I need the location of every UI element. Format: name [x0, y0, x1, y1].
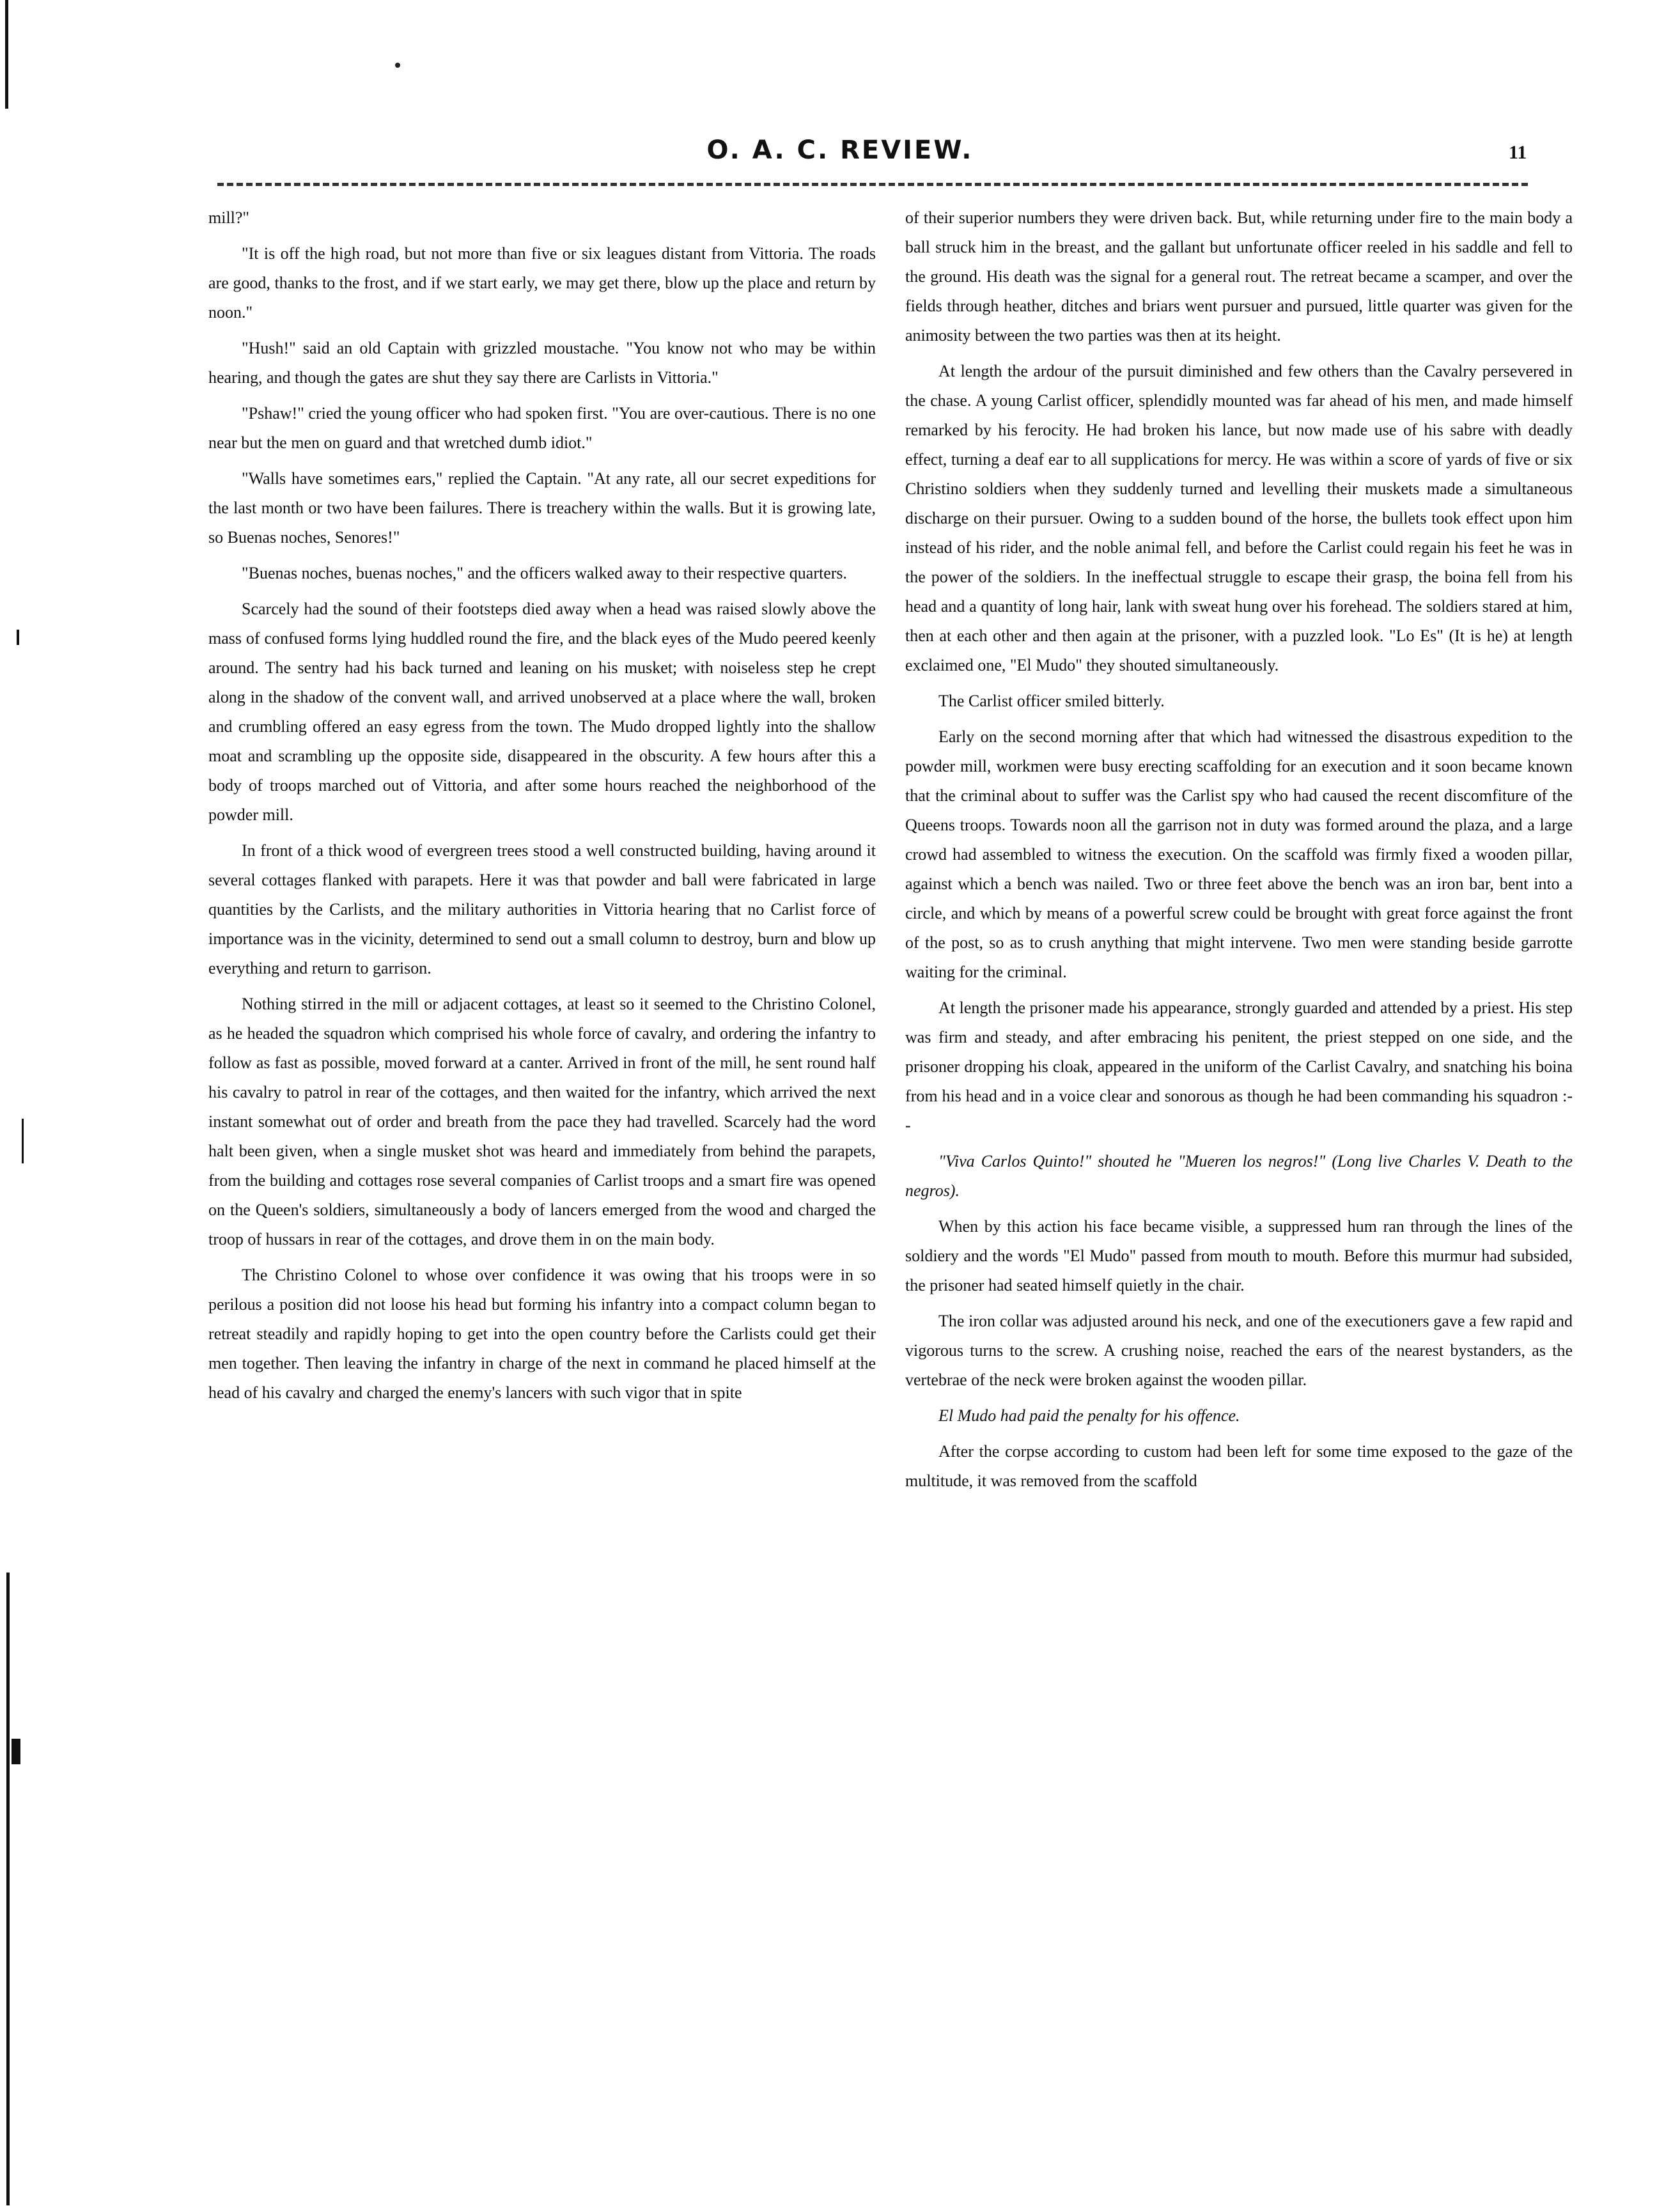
paragraph: After the corpse according to custom had been left for some time exposed to the gaze of the multitude, it was removed from the scaffold: [905, 1442, 1573, 1490]
paragraph: The Christino Colonel to whose over confidence it was owing that his troops were in so perilous a position did not loose his head but forming his infantry into a compact column began to retreat steadily and rapidly hoping to get into the open country before the Carlists could get their men together. Then leaving the infantry in charge of the next in command he placed himself at the head of his cavalry and charged the enemy's lancers with such vigor that in spite: [208, 1266, 876, 1402]
paragraph: The iron collar was adjusted around his neck, and one of the executioners gave a few rapid and vigorous turns to the screw. A crushing noise, reached the ears of the nearest bystanders, as the vertebrae of the neck were broken against the wooden pillar.: [905, 1312, 1573, 1389]
page-number: 11: [1509, 142, 1527, 163]
paragraph: Early on the second morning after that which had witnessed the disastrous expedition to the powder mill, workmen were busy erecting scaffolding for an execution and it soon became known that the criminal about to suffer was the Carlist spy who had caused the recent discomfiture of the Queens troops. Towards noon all the garrison not in duty was formed around the plaza, and a large crowd had assembled to witness the execution. On the scaffold was firmly fixed a wooden pillar, against which a bench was nailed. Two or three feet above the bench was an iron bar, bent into a circle, and which by means of a powerful screw could be brought with great force against the front of the post, so as to crush anything that might intervene. Two men were standing beside garrotte waiting for the criminal.: [905, 727, 1573, 981]
scan-speck: [395, 63, 400, 68]
scan-edge-mark: [12, 1739, 20, 1764]
paragraph: "Walls have sometimes ears," replied the Captain. "At any rate, all our secret expeditions for the last month or two have been failures. There is treachery within the walls. But it is growing late, so Buenas noches, Senores!": [208, 469, 876, 547]
paragraph: "Pshaw!" cried the young officer who had spoken first. "You are over-cautious. There is no one near but the men on guard and that wretched dumb idiot.": [208, 404, 876, 452]
scan-edge-mark: [5, 0, 8, 109]
paragraph: The Carlist officer smiled bitterly.: [938, 692, 1165, 710]
paragraph: Scarcely had the sound of their footsteps died away when a head was raised slowly above the mass of confused forms lying huddled round the fire, and the black eyes of the Mudo peered keenly around. The sentry had his back turned and leaning on his musket; with noiseless step he crept along in the shadow of the convent wall, and arrived unobserved at a place where the wall, broken and crumbling offered an easy egress from the town. The Mudo dropped lightly into the shallow moat and scrambling up the opposite side, disappeared in the obscurity. A few hours after this a body of troops marched out of Vittoria, and after some hours reached the neighborhood of the powder mill.: [208, 600, 876, 824]
scan-edge-mark: [17, 630, 19, 645]
paragraph: "Viva Carlos Quinto!" shouted he "Mueren los negros!" (Long live Charles V. Death to the negros).: [905, 1152, 1573, 1200]
paragraph: "Hush!" said an old Captain with grizzled moustache. "You know not who may be within hearing, and though the gates are shut they say there are Carlists in Vittoria.": [208, 339, 876, 387]
paragraph: In front of a thick wood of evergreen trees stood a well constructed building, having around it several cottages flanked with parapets. Here it was that powder and ball were fabricated in large quantities by the Carlists, and the military authorities in Vittoria hearing that no Carlist force of importance was in the vicinity, determined to send out a small column to destroy, burn and blow up everything and return to garrison.: [208, 841, 876, 977]
paragraph: "Buenas noches, buenas noches," and the officers walked away to their respective quarters.: [242, 564, 848, 582]
paragraph: El Mudo had paid the penalty for his offence.: [938, 1406, 1240, 1425]
paragraph: Nothing stirred in the mill or adjacent cottages, at least so it seemed to the Christino Colonel, as he headed the squadron which comprised his whole force of cavalry, and ordering the infantry to follow as fast as possible, moved forward at a canter. Arrived in front of the mill, he sent round half his cavalry to patrol in rear of the cottages, and then waited for the infantry, which arrived the next instant somewhat out of order and breath from the pace they had travelled. Scarcely had the word halt been given, when a single musket shot was heard and immediately from behind the parapets, from the building and cottages rose several companies of Carlist troops and a smart fire was opened on the Queen's soldiers, simultaneously a body of lancers emerged from the wood and charged the troop of hussars in rear of the cottages, and drove them in on the main body.: [208, 995, 876, 1248]
paragraph: When by this action his face became visible, a suppressed hum ran through the lines of the soldiery and the words "El Mudo" passed from mouth to mouth. Before this murmur had subsided, the prisoner had seated himself quietly in the chair.: [905, 1217, 1573, 1294]
header-rule: [217, 183, 1528, 186]
scan-edge-mark: [22, 1119, 24, 1163]
paragraph: of their superior numbers they were driven back. But, while returning under fire to the main body a ball struck him in the breast, and the gallant but unfortunate officer reeled in his saddle and fell to the ground. His death was the signal for a general rout. The retreat became a scamper, and over the fields through heather, ditches and briars went pursuer and pursued, little quarter was given for the animosity between the two parties was then at its height.: [905, 208, 1573, 345]
paragraph: mill?": [208, 208, 250, 227]
paragraph: At length the ardour of the pursuit diminished and few others than the Cavalry persevered in the chase. A young Carlist officer, splendidly mounted was far ahead of his men, and made himself remarked by his ferocity. He had broken his lance, but now made use of his sabre with deadly effect, turning a deaf ear to all supplications for mercy. He was within a score of yards of five or six Christino soldiers when they suddenly turned and levelling their muskets made a simultaneous discharge on their pursuer. Owing to a sudden bound of the horse, the bullets took effect upon him instead of his rider, and the noble animal fell, and before the Carlist could regain his feet he was in the power of the soldiers. In the ineffectual struggle to escape their grasp, the boina fell from his head and a quantity of long hair, lank with sweat hung over his forehead. The soldiers stared at him, then at each other and then again at the prisoner, with a puzzled look. "Lo Es" (It is he) at length exclaimed one, "El Mudo" they shouted simultaneously.: [905, 362, 1573, 674]
scan-edge-mark: [6, 1573, 10, 2205]
paragraph: "It is off the high road, but not more than five or six leagues distant from Vittoria. The roads are good, thanks to the frost, and if we start early, we may get there, blow up the place and return by noon.": [208, 244, 876, 322]
paragraph: At length the prisoner made his appearance, strongly guarded and attended by a priest. His step was firm and steady, and after embracing his penitent, the priest stepped on one side, and the prisoner dropping his cloak, appeared in the uniform of the Carlist Cavalry, and snatching his boina from his head and in a voice clear and sonorous as though he had been commanding his squadron :--: [905, 998, 1573, 1135]
running-header-title: O. A. C. REVIEW.: [706, 136, 974, 165]
right-text-column: [905, 203, 1573, 1502]
left-text-column: [208, 203, 876, 1414]
